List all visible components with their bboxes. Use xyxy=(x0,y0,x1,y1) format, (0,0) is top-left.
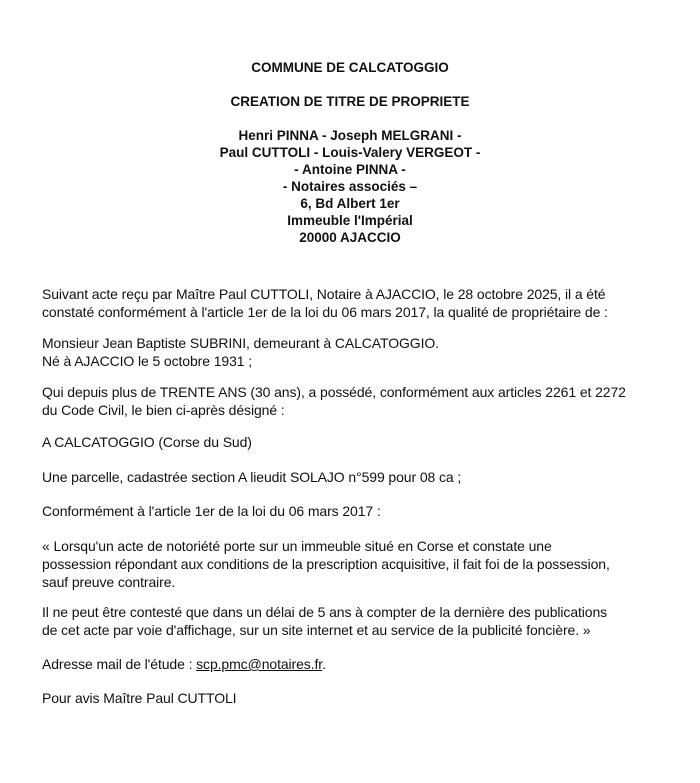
possession-line: du Code Civil, le bien ci-après désigné : xyxy=(42,402,285,418)
email-label: Adresse mail de l'étude : xyxy=(42,656,197,672)
notaries-line: Henri PINNA - Joseph MELGRANI - xyxy=(238,128,462,143)
location-line: A CALCATOGGIO (Corse du Sud) xyxy=(42,434,252,450)
parcel-paragraph xyxy=(42,468,664,486)
office-address-line: 6, Bd Albert 1er xyxy=(300,196,400,211)
email-suffix: . xyxy=(322,656,326,672)
law-reference-paragraph xyxy=(42,502,664,520)
quote-line: sauf preuve contraire. xyxy=(42,574,176,590)
notaries-line: - Notaires associés – xyxy=(282,179,418,194)
law-reference-line: Conformément à l'article 1er de la loi du 06 mars 2017 : xyxy=(42,503,381,519)
notaries-line: - Antoine PINNA - xyxy=(294,162,406,177)
intro-line: constaté conformément à l'article 1er de la loi du 06 mars 2017, la qualité de propriétaire de : xyxy=(42,304,608,320)
notice-title: CREATION DE TITRE DE PROPRIETE xyxy=(230,94,470,109)
owner-birth-line: Né à AJACCIO le 5 octobre 1931 ; xyxy=(42,353,253,369)
notaries-line: Paul CUTTOLI - Louis-Valery VERGEOT - xyxy=(219,145,481,160)
possession-line: Qui depuis plus de TRENTE ANS (30 ans), a possédé, conformément aux articles 2261 et 2272 xyxy=(42,384,626,400)
email-link[interactable]: scp.pmc@notaires.fr xyxy=(196,656,323,672)
location-paragraph xyxy=(42,433,664,451)
commune-heading: COMMUNE DE CALCATOGGIO xyxy=(251,60,449,75)
owner-line: Monsieur Jean Baptiste SUBRINI, demeurant à CALCATOGGIO. xyxy=(42,335,439,351)
quote-paragraph xyxy=(42,537,664,591)
contest-line: de cet acte par voie d'affichage, sur un site internet et au service de la publicité foncière. » xyxy=(42,622,591,638)
notaries-block xyxy=(0,128,700,247)
intro-line: Suivant acte reçu par Maître Paul CUTTOLI, Notaire à AJACCIO, le 28 octobre 2025, il a été xyxy=(42,286,606,302)
signature-paragraph xyxy=(42,689,664,707)
email-paragraph xyxy=(42,655,664,673)
contest-line: Il ne peut être contesté que dans un délai de 5 ans à compter de la dernière des publications xyxy=(42,604,608,620)
quote-line: possession répondant aux conditions de la prescription acquisitive, il fait foi de la possession, xyxy=(42,556,610,572)
intro-paragraph xyxy=(42,285,664,321)
quote-line: « Lorsqu'un acte de notoriété porte sur un immeuble situé en Corse et constate une xyxy=(42,538,552,554)
contest-paragraph xyxy=(42,603,664,639)
possession-paragraph xyxy=(42,383,664,419)
office-address-line: 20000 AJACCIO xyxy=(299,230,401,245)
email-line xyxy=(42,655,664,673)
parcel-line: Une parcelle, cadastrée section A lieudit SOLAJO n°599 pour 08 ca ; xyxy=(42,469,462,485)
office-address-line: Immeuble l'Impérial xyxy=(287,213,413,228)
signature-line: Pour avis Maître Paul CUTTOLI xyxy=(42,690,237,706)
owner-paragraph xyxy=(42,334,664,370)
